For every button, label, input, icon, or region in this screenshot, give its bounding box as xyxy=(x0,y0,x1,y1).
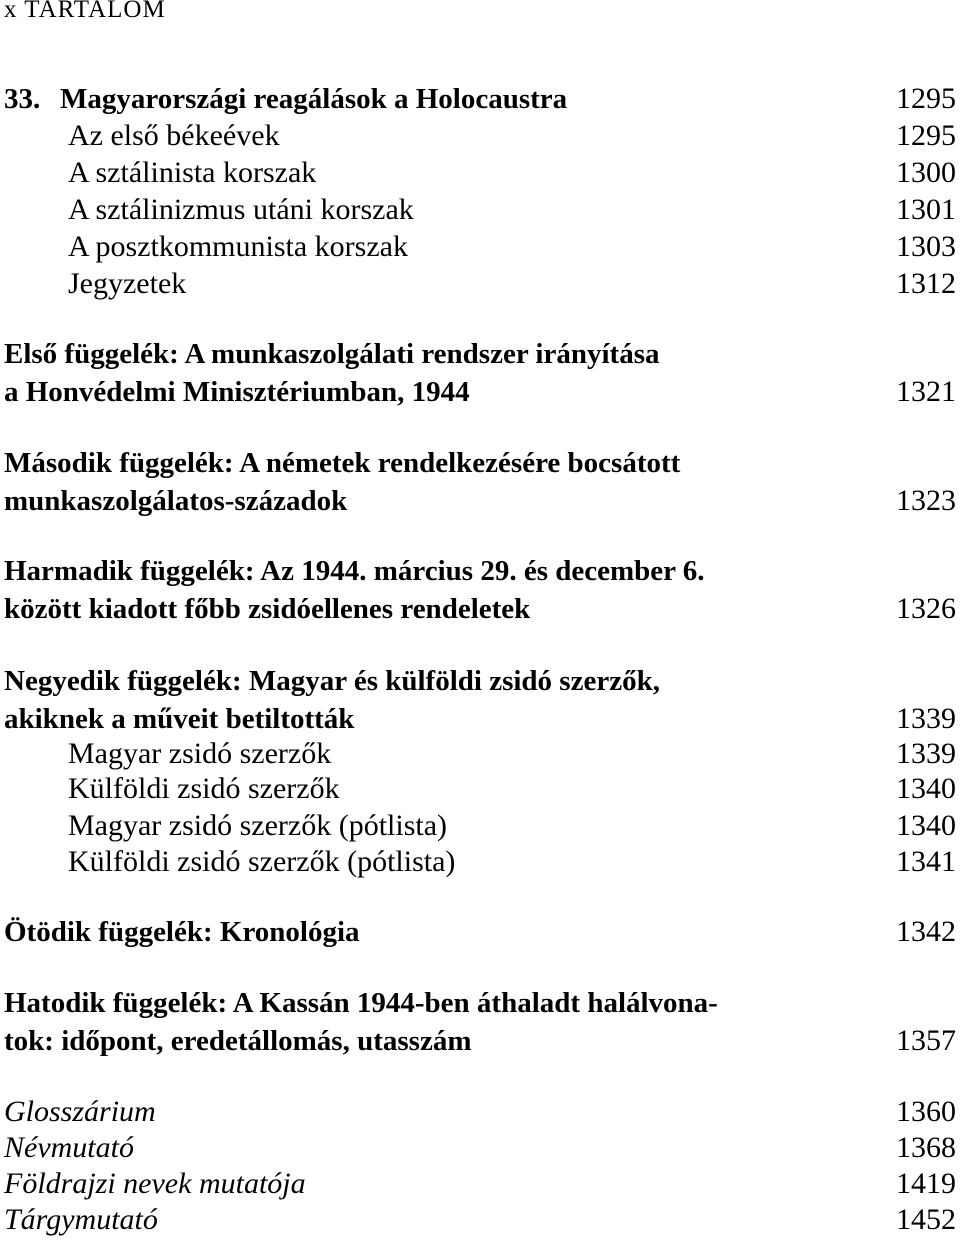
toc-entry-index xyxy=(4,1203,956,1243)
page-number: 1341 xyxy=(896,845,956,878)
page-number: 1295 xyxy=(896,119,956,152)
page-number: 1300 xyxy=(896,156,956,189)
toc-entry-chapter-33 xyxy=(4,82,956,122)
section-title: Az első békeévek xyxy=(68,119,280,152)
page-number: 1452 xyxy=(896,1203,956,1236)
appendix-title: tok: időpont, eredetállomás, utasszám xyxy=(4,1025,472,1057)
appendix-title: Ötödik függelék: Kronológia xyxy=(4,916,360,948)
toc-entry-appendix-5 xyxy=(4,915,956,955)
page-number: 1326 xyxy=(896,592,956,625)
toc-entry-section xyxy=(4,156,956,196)
section-title: Külföldi zsidó szerzők (pótlista) xyxy=(68,845,456,878)
index-title: Földrajzi nevek mutatója xyxy=(4,1167,306,1200)
toc-entry-appendix-3-line1 xyxy=(4,555,956,595)
toc-entry-appendix-1-line1 xyxy=(4,338,956,378)
appendix-title: Harmadik függelék: Az 1944. március 29. és december 6. xyxy=(4,555,705,587)
toc-entry-appendix-4-line2 xyxy=(4,702,956,742)
toc-entry-appendix-6-line1 xyxy=(4,987,956,1027)
page-number: 1357 xyxy=(896,1024,956,1057)
toc-entry-appendix-2-line2 xyxy=(4,484,956,524)
page-number: 1295 xyxy=(896,82,956,115)
page-number: 1312 xyxy=(896,267,956,300)
toc-entry-appendix-3-line2 xyxy=(4,592,956,632)
page-number: 1340 xyxy=(896,772,956,805)
page-number: 1342 xyxy=(896,915,956,948)
index-title: Névmutató xyxy=(4,1131,134,1164)
page-number: 1303 xyxy=(896,230,956,263)
toc-entry-section xyxy=(4,737,956,777)
toc-entry-section xyxy=(4,772,956,812)
toc-entry-section xyxy=(4,230,956,270)
toc-entry-index xyxy=(4,1167,956,1207)
index-title: Glosszárium xyxy=(4,1095,156,1128)
appendix-title: Második függelék: A németek rendelkezésére bocsátott xyxy=(4,447,681,479)
index-title: Tárgymutató xyxy=(4,1203,158,1236)
toc-entry-section xyxy=(4,193,956,233)
appendix-title: Hatodik függelék: A Kassán 1944-ben áthaladt halálvona- xyxy=(4,987,718,1019)
page-number: 1301 xyxy=(896,193,956,226)
toc-entry-appendix-1-line2 xyxy=(4,375,956,415)
section-title: Jegyzetek xyxy=(68,267,187,300)
page-number: 1323 xyxy=(896,484,956,517)
section-title: A sztálinista korszak xyxy=(68,156,317,189)
toc-entry-index xyxy=(4,1095,956,1135)
toc-entry-section xyxy=(4,809,956,849)
section-title: Külföldi zsidó szerzők xyxy=(68,772,340,805)
chapter-title: Magyarországi reagálások a Holocaustra xyxy=(60,83,568,115)
appendix-title: Negyedik függelék: Magyar és külföldi zsidó szerzők, xyxy=(4,665,660,697)
section-title: Magyar zsidó szerzők xyxy=(68,737,332,770)
appendix-title: a Honvédelmi Minisztériumban, 1944 xyxy=(4,376,470,408)
section-title: A posztkommunista korszak xyxy=(68,230,408,263)
page-number: 1321 xyxy=(896,375,956,408)
toc-entry-appendix-2-line1 xyxy=(4,447,956,487)
toc-entry-section xyxy=(4,267,956,307)
toc-entry-index xyxy=(4,1131,956,1171)
appendix-title: munkaszolgálatos-századok xyxy=(4,485,348,517)
appendix-title: Első függelék: A munkaszolgálati rendszer irányítása xyxy=(4,338,660,370)
page-number: 1419 xyxy=(896,1167,956,1200)
page-number: 1368 xyxy=(896,1131,956,1164)
section-title: Magyar zsidó szerzők (pótlista) xyxy=(68,809,448,842)
running-head: x TARTALOM xyxy=(4,0,166,23)
chapter-number: 33. xyxy=(4,83,41,115)
toc-entry-appendix-4-line1 xyxy=(4,665,956,705)
page-number: 1339 xyxy=(896,702,956,735)
toc-entry-appendix-6-line2 xyxy=(4,1024,956,1064)
page-number: 1360 xyxy=(896,1095,956,1128)
appendix-title: között kiadott főbb zsidóellenes rendeletek xyxy=(4,593,531,625)
toc-entry-section xyxy=(4,845,956,885)
page-number: 1340 xyxy=(896,809,956,842)
toc-entry-section xyxy=(4,119,956,159)
appendix-title: akiknek a műveit betiltották xyxy=(4,703,355,735)
page-number: 1339 xyxy=(896,737,956,770)
section-title: A sztálinizmus utáni korszak xyxy=(68,193,414,226)
